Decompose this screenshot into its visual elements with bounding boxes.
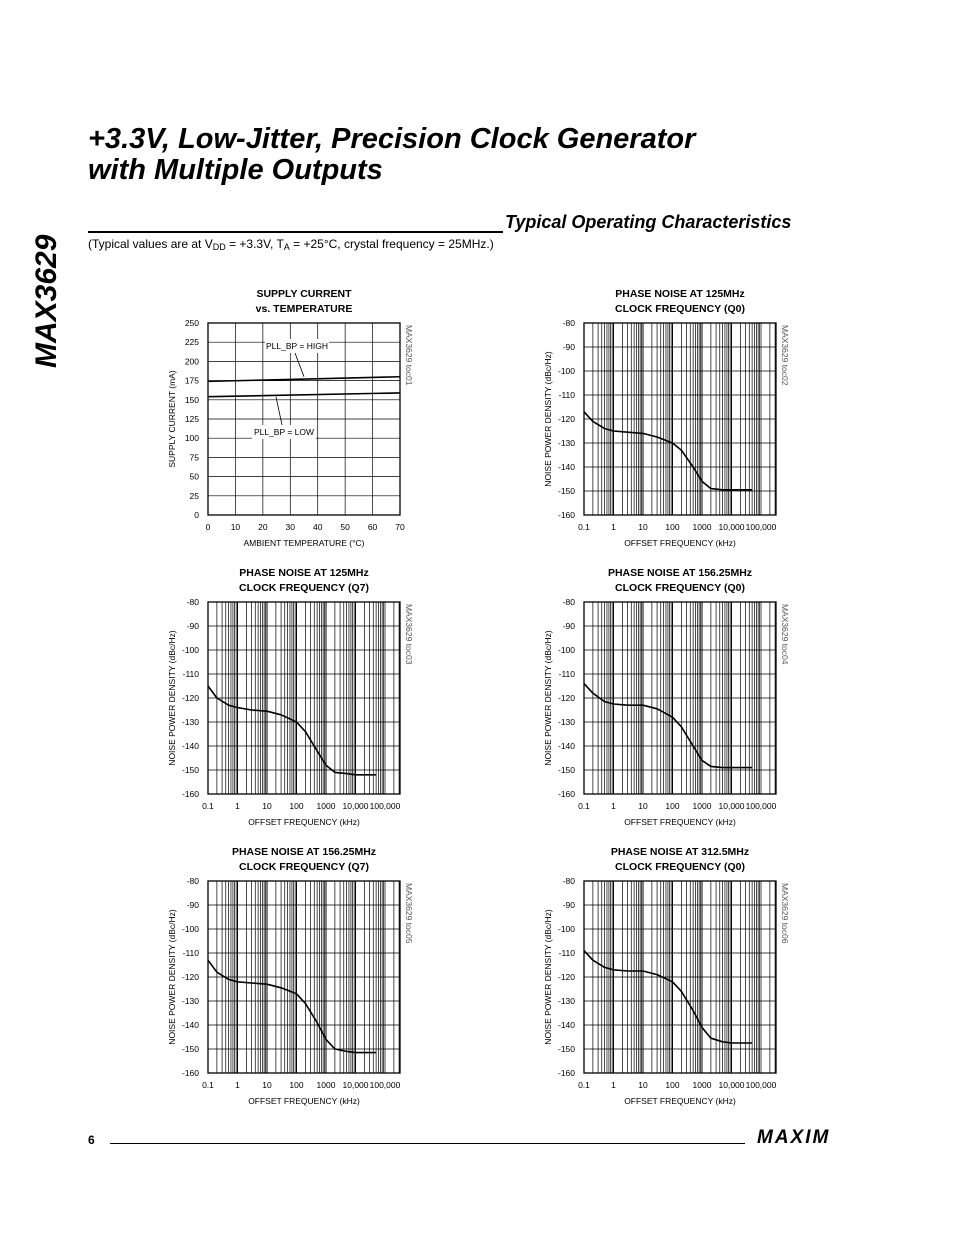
x-tick-label: 1 <box>235 1080 240 1090</box>
y-axis-label: NOISE POWER DENSITY (dBc/Hz) <box>543 630 553 766</box>
y-tick-label: 175 <box>184 375 199 386</box>
y-tick-label: -90 <box>562 342 575 352</box>
y-axis-label: NOISE POWER DENSITY (dBc/Hz) <box>543 351 553 487</box>
x-tick-label: 50 <box>340 522 350 532</box>
plot-grid <box>208 881 400 1073</box>
y-tick-label: -160 <box>557 1068 575 1078</box>
chart-svg <box>536 284 796 554</box>
figure-code: MAX3629 toc06 <box>780 883 790 944</box>
x-tick-label: 10 <box>638 801 648 811</box>
x-axis-label: OFFSET FREQUENCY (kHz) <box>248 1096 360 1106</box>
x-axis-label: OFFSET FREQUENCY (kHz) <box>624 538 736 548</box>
y-tick-label: -120 <box>557 414 575 424</box>
x-tick-label: 10 <box>638 522 648 532</box>
y-tick-label: -100 <box>557 924 575 934</box>
y-tick-label: -140 <box>181 741 199 751</box>
y-tick-label: -150 <box>557 765 575 775</box>
y-tick-label: -120 <box>557 972 575 982</box>
y-tick-label: -140 <box>557 741 575 751</box>
y-tick-label: -80 <box>186 876 199 886</box>
x-tick-label: 1 <box>611 801 616 811</box>
y-tick-label: 50 <box>189 471 199 482</box>
y-tick-label: -160 <box>181 1068 199 1078</box>
figure-code: MAX3629 toc04 <box>780 604 790 665</box>
y-tick-label: -160 <box>181 789 199 799</box>
x-axis-label: OFFSET FREQUENCY (kHz) <box>248 817 360 827</box>
y-tick-label: 100 <box>184 433 199 444</box>
x-tick-label: 1 <box>611 1080 616 1090</box>
x-tick-label: 10,000 <box>718 801 745 811</box>
maxim-logo-text: MAXIM <box>757 1127 831 1148</box>
y-tick-label: -100 <box>557 645 575 655</box>
x-tick-label: 1 <box>235 801 240 811</box>
y-tick-label: -140 <box>557 1020 575 1030</box>
figure-code: MAX3629 toc05 <box>404 883 414 944</box>
footer-rule <box>110 1143 745 1144</box>
plot-grid <box>584 602 776 794</box>
y-tick-label: -150 <box>557 486 575 496</box>
plot-grid <box>584 323 776 515</box>
chart-phase-noise-156-q0 <box>536 563 796 833</box>
section-rule <box>88 231 503 233</box>
x-tick-label: 100 <box>289 801 304 811</box>
x-tick-label: 10,000 <box>718 1080 745 1090</box>
y-tick-label: 200 <box>184 356 199 367</box>
y-tick-label: -130 <box>181 717 199 727</box>
y-tick-label: 250 <box>184 318 199 328</box>
x-tick-label: 10 <box>262 1080 272 1090</box>
y-tick-label: -120 <box>181 693 199 703</box>
side-part-number: MAX3629 <box>30 234 63 368</box>
x-tick-label: 1000 <box>692 522 712 532</box>
x-tick-label: 70 <box>395 522 405 532</box>
y-tick-label: 225 <box>184 337 199 348</box>
y-axis-label: SUPPLY CURRENT (mA) <box>167 370 177 468</box>
x-tick-label: 10,000 <box>342 801 369 811</box>
x-tick-label: 0.1 <box>202 801 214 811</box>
y-tick-label: -90 <box>186 621 199 631</box>
y-tick-label: -110 <box>558 390 575 400</box>
y-tick-label: 125 <box>184 414 199 424</box>
page-number: 6 <box>88 1133 95 1147</box>
annotation-arrow-low <box>276 397 282 425</box>
x-tick-label: 0.1 <box>578 522 590 532</box>
y-tick-label: -80 <box>562 318 575 328</box>
x-tick-label: 1000 <box>316 1080 336 1090</box>
x-tick-label: 10 <box>638 1080 648 1090</box>
y-tick-label: -100 <box>557 366 575 376</box>
chart-svg <box>536 563 796 833</box>
x-tick-label: 100 <box>289 1080 304 1090</box>
chart-svg <box>160 284 420 554</box>
y-tick-label: -80 <box>562 876 575 886</box>
y-tick-label: 25 <box>189 490 199 501</box>
y-tick-label: -90 <box>186 900 199 910</box>
chart-svg <box>160 563 420 833</box>
conditions-text-1: (Typical values are at V <box>88 237 213 251</box>
chart-phase-noise-156-q7 <box>160 842 420 1112</box>
y-tick-label: -80 <box>562 597 575 607</box>
conditions-text-2: = +3.3V, T <box>225 237 284 251</box>
chart-title-line-1: PHASE NOISE AT 156.25MHz <box>231 846 377 858</box>
chart-phase-noise-312-q0 <box>536 842 796 1112</box>
y-tick-label: -130 <box>557 438 575 448</box>
y-tick-label: -150 <box>181 1044 199 1054</box>
chart-svg <box>536 842 796 1112</box>
y-tick-label: 150 <box>184 394 199 405</box>
x-tick-label: 10 <box>230 522 241 532</box>
chart-title-line-2: CLOCK FREQUENCY (Q7) <box>239 582 369 594</box>
chart-svg <box>160 842 420 1112</box>
test-conditions <box>88 237 494 252</box>
y-tick-label: -130 <box>557 996 575 1006</box>
y-tick-label: -90 <box>562 621 575 631</box>
chart-phase-noise-125-q7 <box>160 563 420 833</box>
series-line <box>208 393 400 397</box>
x-axis-label: AMBIENT TEMPERATURE (°C) <box>243 538 365 548</box>
y-tick-label: -90 <box>562 900 575 910</box>
annotation-low: PLL_BP = LOW <box>253 427 315 437</box>
y-tick-label: 75 <box>189 452 199 463</box>
chart-title-line-1: SUPPLY CURRENT <box>256 288 352 300</box>
figure-code: MAX3629 toc02 <box>780 325 790 386</box>
y-tick-label: -110 <box>558 948 575 958</box>
y-tick-label: -110 <box>182 669 199 679</box>
y-axis-label: NOISE POWER DENSITY (dBc/Hz) <box>167 909 177 1045</box>
x-tick-label: 100,000 <box>745 801 777 811</box>
x-tick-label: 0.1 <box>578 1080 590 1090</box>
y-tick-label: -160 <box>557 789 575 799</box>
chart-title-line-1: PHASE NOISE AT 125MHz <box>239 567 369 579</box>
chart-title-line-2: CLOCK FREQUENCY (Q0) <box>615 303 745 315</box>
y-tick-label: -130 <box>181 996 199 1006</box>
annotation-arrow-high <box>295 353 304 377</box>
x-tick-label: 1000 <box>692 1080 712 1090</box>
annotation-high: PLL_BP = HIGH <box>266 341 328 351</box>
title-line-1: +3.3V, Low-Jitter, Precision Clock Generator <box>88 123 696 155</box>
y-tick-label: -120 <box>557 693 575 703</box>
y-tick-label: -100 <box>181 924 199 934</box>
x-tick-label: 0.1 <box>578 801 590 811</box>
y-tick-label: -130 <box>557 717 575 727</box>
conditions-sub-2: A <box>283 242 290 252</box>
y-tick-label: -140 <box>181 1020 199 1030</box>
y-tick-label: -100 <box>181 645 199 655</box>
x-axis-label: OFFSET FREQUENCY (kHz) <box>624 817 736 827</box>
y-axis-label: NOISE POWER DENSITY (dBc/Hz) <box>543 909 553 1045</box>
plot-grid <box>584 881 776 1073</box>
x-tick-label: 100 <box>665 522 680 532</box>
y-tick-label: -110 <box>558 669 575 679</box>
title-line-2: with Multiple Outputs <box>88 154 383 186</box>
y-tick-label: -110 <box>182 948 199 958</box>
y-axis-label: NOISE POWER DENSITY (dBc/Hz) <box>167 630 177 766</box>
x-tick-label: 30 <box>285 522 296 532</box>
plot-grid <box>208 602 400 794</box>
x-tick-label: 20 <box>258 522 268 532</box>
x-tick-label: 100,000 <box>745 522 777 532</box>
x-tick-label: 100 <box>665 801 680 811</box>
x-tick-label: 100,000 <box>369 801 401 811</box>
x-tick-label: 1 <box>611 522 616 532</box>
conditions-text-3: = +25°C, crystal frequency = 25MHz.) <box>289 237 494 251</box>
y-tick-label: -120 <box>181 972 199 982</box>
x-tick-label: 10 <box>262 801 272 811</box>
maxim-logo <box>757 1126 867 1153</box>
figure-code: MAX3629 toc03 <box>404 604 414 665</box>
y-tick-label: -140 <box>557 462 575 472</box>
y-tick-label: -150 <box>181 765 199 775</box>
chart-title-line-2: vs. TEMPERATURE <box>255 303 353 315</box>
chart-title-line-1: PHASE NOISE AT 312.5MHz <box>610 846 750 858</box>
chart-phase-noise-125-q0 <box>536 284 796 554</box>
y-tick-label: 0 <box>194 510 199 520</box>
y-tick-label: -150 <box>557 1044 575 1054</box>
x-tick-label: 10,000 <box>342 1080 369 1090</box>
x-tick-label: 10,000 <box>718 522 745 532</box>
y-tick-label: -80 <box>186 597 199 607</box>
chart-title-line-1: PHASE NOISE AT 125MHz <box>615 288 745 300</box>
x-tick-label: 0.1 <box>202 1080 214 1090</box>
chart-supply-current <box>160 284 420 554</box>
x-tick-label: 1000 <box>316 801 336 811</box>
x-tick-label: 100,000 <box>745 1080 777 1090</box>
x-tick-label: 40 <box>312 522 323 532</box>
figure-code: MAX3629 toc01 <box>404 325 414 386</box>
x-tick-label: 100 <box>665 1080 680 1090</box>
y-tick-label: -160 <box>557 510 575 520</box>
chart-title-line-2: CLOCK FREQUENCY (Q0) <box>615 582 745 594</box>
x-tick-label: 0 <box>205 522 211 532</box>
chart-title-line-2: CLOCK FREQUENCY (Q0) <box>615 861 745 873</box>
conditions-sub-1: DD <box>212 242 226 252</box>
chart-title-line-1: PHASE NOISE AT 156.25MHz <box>607 567 753 579</box>
chart-title-line-2: CLOCK FREQUENCY (Q7) <box>239 861 369 873</box>
x-tick-label: 60 <box>367 522 378 532</box>
x-axis-label: OFFSET FREQUENCY (kHz) <box>624 1096 736 1106</box>
page-title <box>88 124 695 186</box>
section-title: Typical Operating Characteristics <box>505 212 792 232</box>
x-tick-label: 100,000 <box>369 1080 401 1090</box>
x-tick-label: 1000 <box>692 801 712 811</box>
